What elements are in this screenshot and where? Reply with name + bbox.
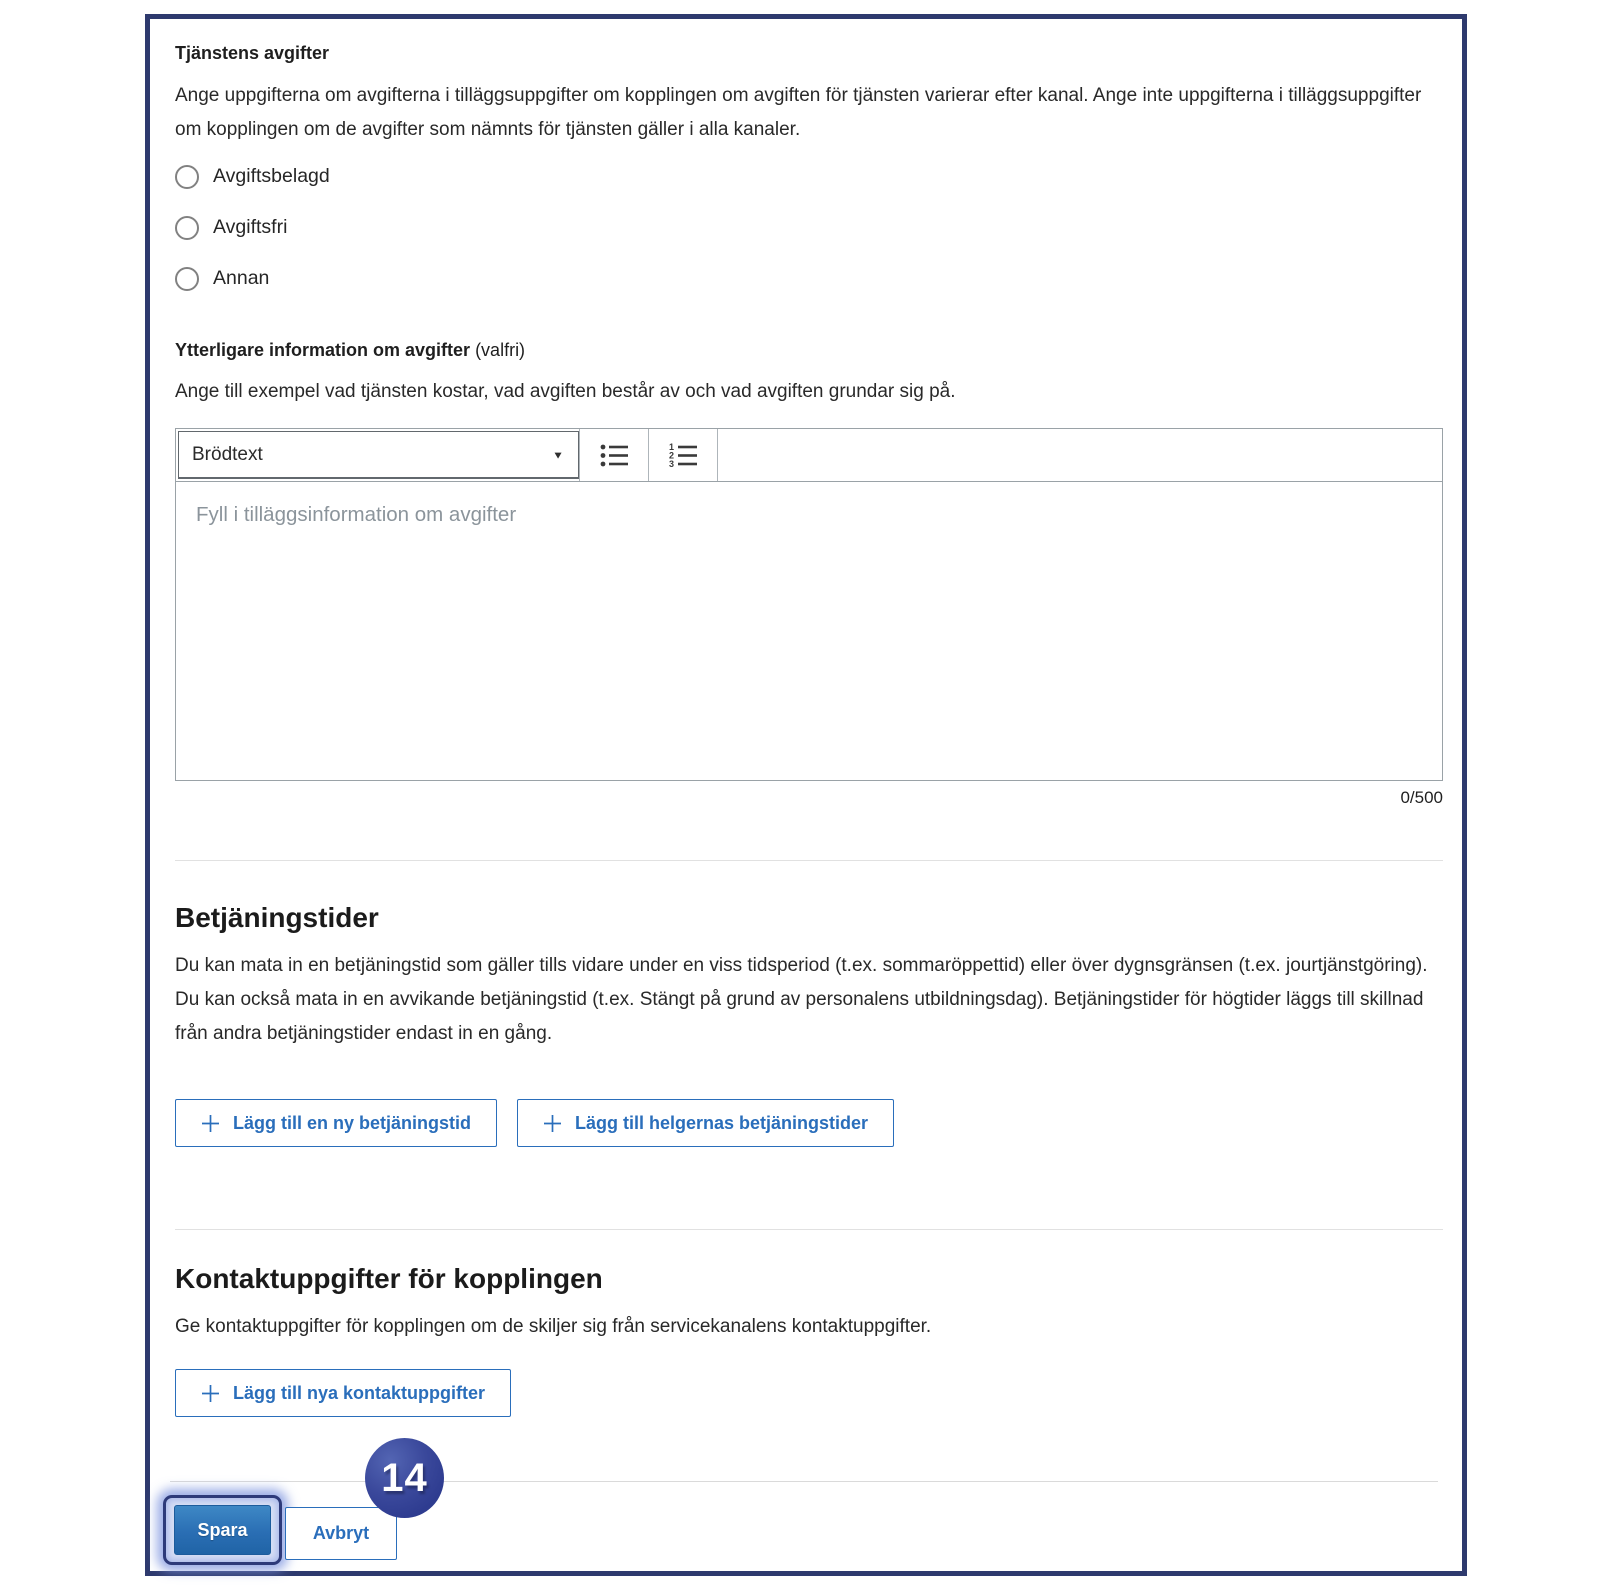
radio-option-label: Annan [213,267,270,290]
radio-option-label: Avgiftsfri [213,216,288,239]
svg-text:2: 2 [669,450,675,461]
numbered-list-icon [668,442,698,469]
step-annotation-badge: 14 [365,1438,444,1518]
radio-option-avgiftsbelagd[interactable] [175,166,1443,188]
add-holiday-hours-label: Lägg till helgernas betjäningstider [575,1112,869,1133]
service-hours-buttons [175,1099,1443,1147]
add-contact-info-button[interactable] [175,1369,511,1417]
numbered-list-button[interactable] [649,429,717,481]
radio-option-avgiftsfri[interactable] [175,217,1443,239]
optional-label: (valfri) [470,339,526,360]
editor-toolbar [176,429,1442,482]
plus-icon [201,1384,220,1403]
service-hours-description: Du kan mata in en betjäningstid som gäller tills vidare under en viss tidsperiod (t.ex. sommaröppettid) eller över dygnsgränsen (t.ex. jourtjänstgöring). Du kan också mata in en avvikande betjäningstid (t.ex. Stängt på grund av personalens utbildningsdag). Betjäningstider för högtider läggs till skillnad från andra betjäningstider endast in en gång. [175,954,1428,1045]
fees-section-description: Ange uppgifterna om avgifterna i tilläggsuppgifter om kopplingen om avgiften för tjänsten varierar efter kanal. Ange inte uppgifterna i tilläggsuppgifter om kopplingen om de avgifter som nämnts för tjänsten gäller i alla kanaler. [175,84,1422,140]
chevron-down-icon: ▼ [552,448,564,461]
add-contact-info-label: Lägg till nya kontaktuppgifter [233,1382,486,1403]
radio-button-icon[interactable] [175,165,199,189]
additional-info-label [175,340,1443,361]
save-button-highlight [163,1495,282,1565]
cancel-button[interactable]: Avbryt [285,1507,397,1560]
footer-divider [170,1481,1438,1482]
contact-section-title: Kontaktuppgifter för kopplingen [175,1263,603,1295]
additional-info-description: Ange till exempel vad tjänsten kostar, vad avgiften består av och vad avgiften grundar sig på. [175,380,956,402]
fees-section-title: Tjänstens avgifter [175,43,330,63]
service-hours-title: Betjäningstider [175,902,379,934]
add-service-hour-button[interactable] [175,1099,497,1147]
radio-option-annan[interactable] [175,268,1443,290]
radio-button-icon[interactable] [175,216,199,240]
svg-text:1: 1 [669,441,675,452]
plus-icon [201,1114,220,1133]
toolbar-divider [717,429,718,481]
rich-text-editor [175,428,1443,781]
additional-info-title: Ytterligare information om avgifter [175,339,471,360]
bullet-list-button[interactable] [580,429,648,481]
bullet-list-icon [599,442,629,469]
svg-text:3: 3 [669,458,675,469]
additional-info-textarea[interactable] [176,482,1442,780]
footer-actions [163,1495,397,1565]
save-button[interactable]: Spara [174,1505,271,1555]
fee-type-radio-group [175,166,1443,290]
contact-section-description: Ge kontaktuppgifter för kopplingen om de skiljer sig från servicekanalens kontaktuppgifter. [175,1315,932,1337]
text-format-value: Brödtext [192,443,263,465]
section-divider [175,1229,1443,1230]
character-counter: 0/500 [1400,788,1443,808]
text-format-select[interactable] [178,431,579,479]
add-holiday-hours-button[interactable] [517,1099,894,1147]
form-panel [145,14,1467,1576]
textarea-placeholder: Fyll i tilläggsinformation om avgifter [196,503,517,527]
radio-option-label: Avgiftsbelagd [213,165,330,188]
section-divider [175,860,1443,861]
add-service-hour-label: Lägg till en ny betjäningstid [233,1112,472,1133]
radio-button-icon[interactable] [175,267,199,291]
plus-icon [543,1114,562,1133]
